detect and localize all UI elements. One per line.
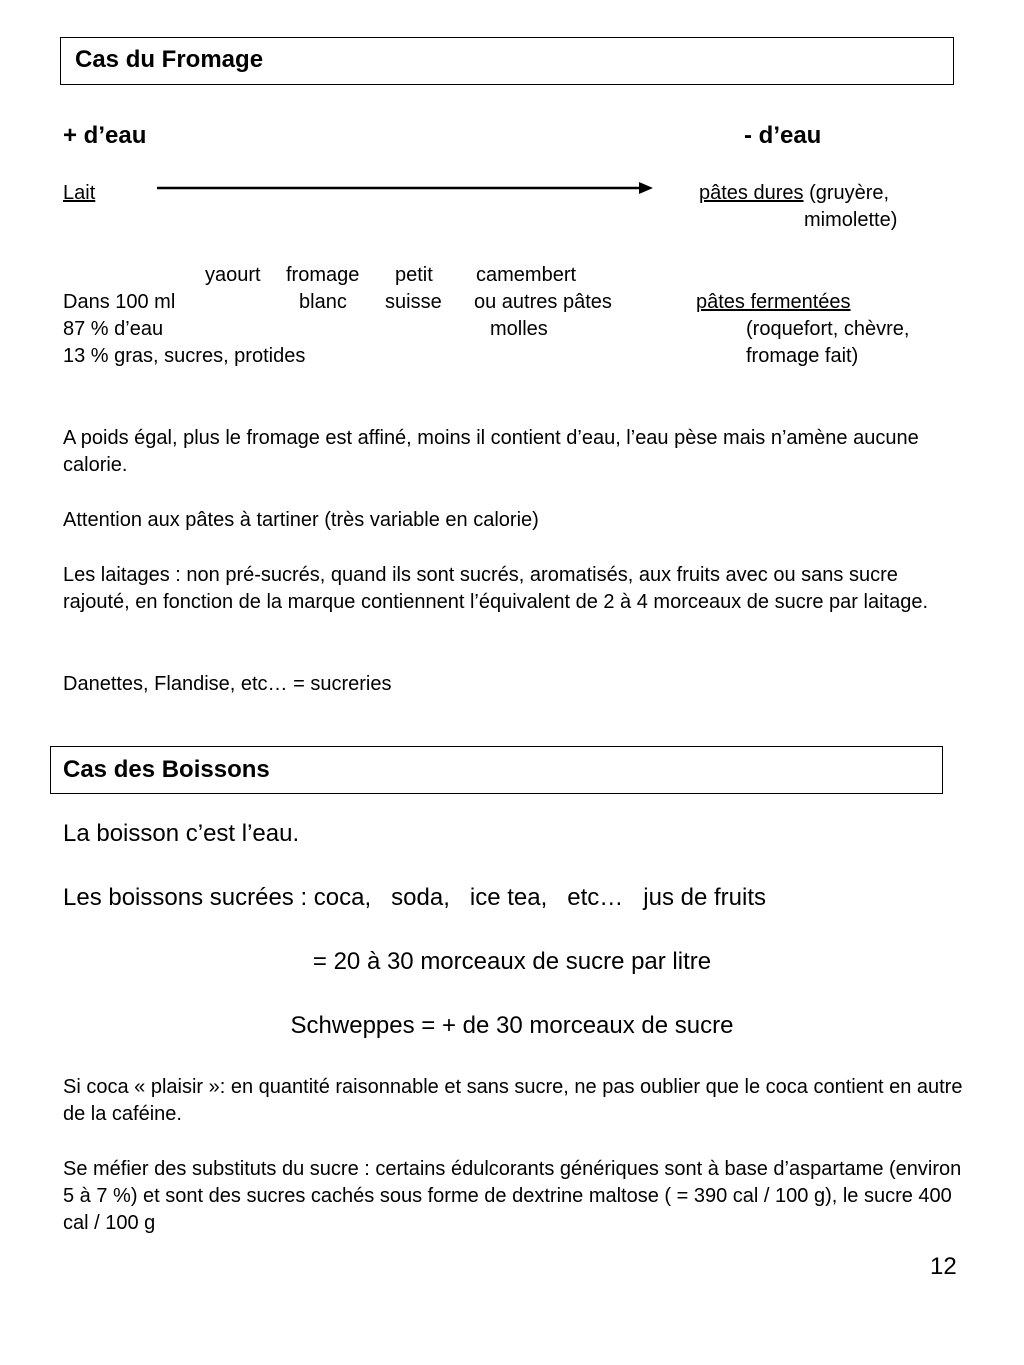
pates-dures [699, 180, 889, 207]
eau-percentage: 87 % d’eau [63, 318, 164, 340]
fromage-blanc-label-2: blanc [299, 291, 347, 313]
camembert-label-2: ou autres pâtes [474, 291, 612, 313]
petit-suisse-label-1: petit [395, 264, 433, 286]
boissons-line-schweppes: Schweppes = + de 30 morceaux de sucre [290, 1012, 734, 1039]
pates-fermentees-examples-1: (roquefort, chèvre, [746, 318, 910, 340]
arrow-icon [155, 178, 655, 198]
boissons-paragraph-coca: Si coca « plaisir »: en quantité raisonnable et sans sucre, ne pas oublier que le coca contient en autre de la caféine. [63, 1076, 963, 1125]
boissons-line-eau: La boisson c’est l’eau. [63, 820, 300, 847]
boissons-title: Cas des Boissons [63, 756, 270, 783]
pates-dures-examples-2: mimolette) [804, 209, 898, 231]
boissons-paragraph-substituts: Se méfier des substituts du sucre : certains édulcorants génériques sont à base d’aspartame (environ 5 à 7 %) et sont des sucres cachés sous forme de dextrine maltose ( = 390 cal / 100 g), le sucre 400 cal / 100 g [63, 1158, 962, 1234]
page-number: 12 [930, 1253, 957, 1280]
fromage-paragraph-danettes: Danettes, Flandise, etc… = sucreries [63, 673, 392, 695]
pates-dures-examples: (gruyère, [803, 182, 890, 204]
pates-dures-label: pâtes dures [699, 182, 804, 204]
yaourt-label: yaourt [205, 264, 261, 286]
moins-eau-label: - d’eau [744, 122, 822, 149]
plus-eau-label: + d’eau [63, 122, 147, 149]
camembert-label-3: molles [490, 318, 548, 340]
fromage-paragraph-laitages: Les laitages : non pré-sucrés, quand ils sont sucrés, aromatisés, aux fruits avec ou sans sucre rajouté, en fonction de la marque contiennent l’équivalent de 2 à 4 morceaux de sucre par laitage. [63, 564, 928, 613]
dans-100ml-label: Dans 100 ml [63, 291, 176, 313]
camembert-label-1: camembert [476, 264, 577, 286]
boissons-line-morceaux: = 20 à 30 morceaux de sucre par litre [312, 948, 712, 975]
fromage-title: Cas du Fromage [75, 46, 264, 73]
petit-suisse-label-2: suisse [385, 291, 442, 313]
fromage-paragraph-tartiner: Attention aux pâtes à tartiner (très variable en calorie) [63, 509, 539, 531]
lait-label: Lait [63, 182, 96, 204]
boissons-line-sucrees: Les boissons sucrées : coca, soda, ice tea, etc… jus de fruits [63, 884, 766, 911]
fromage-blanc-label-1: fromage [286, 264, 360, 286]
pates-fermentees-examples-2: fromage fait) [746, 345, 859, 367]
pates-fermentees-label: pâtes fermentées [696, 291, 851, 313]
gras-percentage: 13 % gras, sucres, protides [63, 345, 306, 367]
fromage-paragraph-affine: A poids égal, plus le fromage est affiné, moins il contient d’eau, l’eau pèse mais n’amène aucune calorie. [63, 427, 919, 476]
